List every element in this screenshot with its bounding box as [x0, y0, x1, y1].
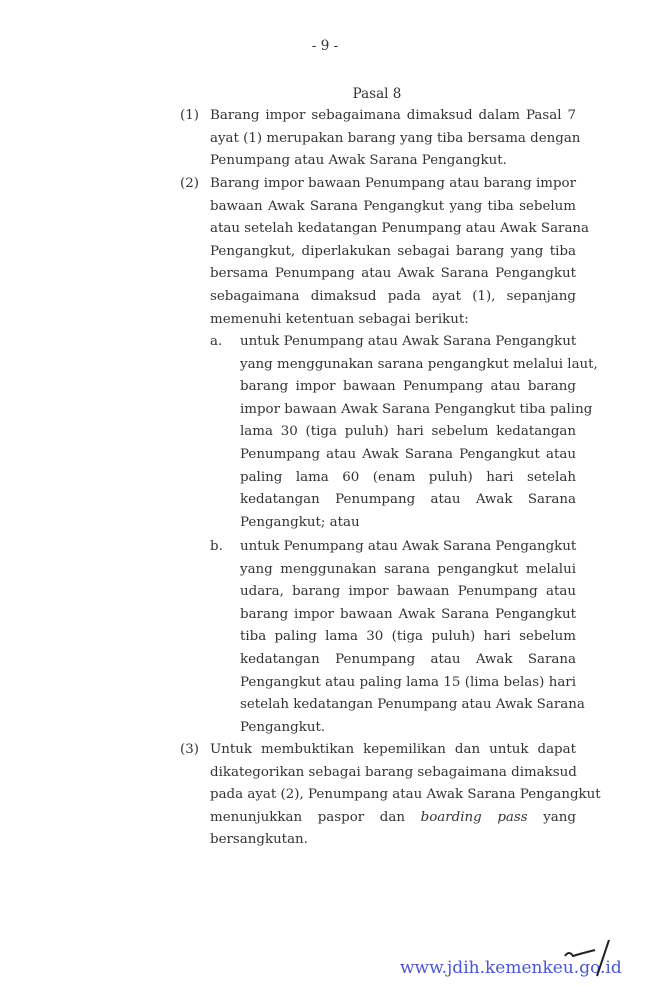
text-line: bersangkutan. — [210, 832, 308, 848]
paragraph-number: (2) — [180, 176, 199, 191]
text-line: barang impor bawaan Penumpang atau barang — [240, 379, 576, 395]
text-line: Barang impor sebagaimana dimaksud dalam Pasal 7 — [210, 108, 576, 123]
text-line: Penumpang atau Awak Sarana Pengangkut. — [210, 153, 507, 169]
text-line: ayat (1) merupakan barang yang tiba bersama dengan — [210, 130, 581, 146]
text-line: udara, barang impor bawaan Penumpang atau — [240, 584, 576, 600]
sub-item-letter: b. — [210, 539, 223, 554]
text-line: atau setelah kedatangan Penumpang atau Awak Sarana — [210, 221, 590, 237]
text-line: kedatangan Penumpang atau Awak Sarana — [240, 492, 576, 508]
paragraph-number: (3) — [180, 742, 199, 757]
sub-item-letter: a. — [210, 334, 223, 349]
signature-initial-icon — [555, 938, 625, 978]
text-line: Pengangkut; atau — [240, 514, 360, 530]
article-heading: Pasal 8 — [352, 86, 402, 102]
text-line: Barang impor bawaan Penumpang atau barang impor — [210, 176, 576, 191]
footer-url-link[interactable]: www.jdih.kemenkeu.go.id — [400, 958, 622, 978]
text-line: dikategorikan sebagai barang sebagaimana dimaksud — [210, 764, 577, 780]
text-line: barang impor bawaan Awak Sarana Pengangkut — [240, 606, 576, 622]
paragraph-number: (1) — [180, 108, 199, 123]
italic-term: boarding pass — [420, 809, 528, 825]
text-line: yang menggunakan sarana pengangkut melalui — [240, 561, 576, 577]
text-line: Penumpang atau Awak Sarana Pengangkut atau — [240, 446, 576, 462]
text-line: lama 30 (tiga puluh) hari sebelum kedatangan — [240, 424, 576, 440]
page-number: - 9 - — [311, 38, 339, 54]
text-line: menunjukkan paspor dan boarding pass yang — [210, 809, 576, 825]
text-line: pada ayat (2), Penumpang atau Awak Sarana Pengangkut — [210, 787, 601, 803]
text-line: paling lama 60 (enam puluh) hari setelah — [240, 469, 576, 485]
text-line: Pengangkut. — [240, 719, 326, 735]
text-line: Pengangkut atau paling lama 15 (lima belas) hari — [240, 674, 576, 690]
text-line: memenuhi ketentuan sebagai berikut: — [210, 311, 469, 327]
text-line: impor bawaan Awak Sarana Pengangkut tiba paling — [240, 401, 593, 417]
text-line: yang menggunakan sarana pengangkut melalui laut, — [240, 356, 598, 372]
text-line: kedatangan Penumpang atau Awak Sarana — [240, 651, 576, 667]
text-line: Untuk membuktikan kepemilikan dan untuk dapat — [210, 742, 576, 757]
text-line: sebagaimana dimaksud pada ayat (1), sepanjang — [210, 288, 576, 304]
text-line: bawaan Awak Sarana Pengangkut yang tiba sebelum — [210, 198, 576, 214]
text-line: untuk Penumpang atau Awak Sarana Pengangkut — [240, 334, 577, 349]
text-line: bersama Penumpang atau Awak Sarana Pengangkut — [210, 266, 576, 282]
text-line: untuk Penumpang atau Awak Sarana Pengangkut — [240, 539, 577, 554]
text-line: tiba paling lama 30 (tiga puluh) hari sebelum — [240, 629, 576, 645]
text-line: setelah kedatangan Penumpang atau Awak Sarana — [240, 697, 585, 713]
text-line: Pengangkut, diperlakukan sebagai barang yang tiba — [210, 243, 576, 259]
